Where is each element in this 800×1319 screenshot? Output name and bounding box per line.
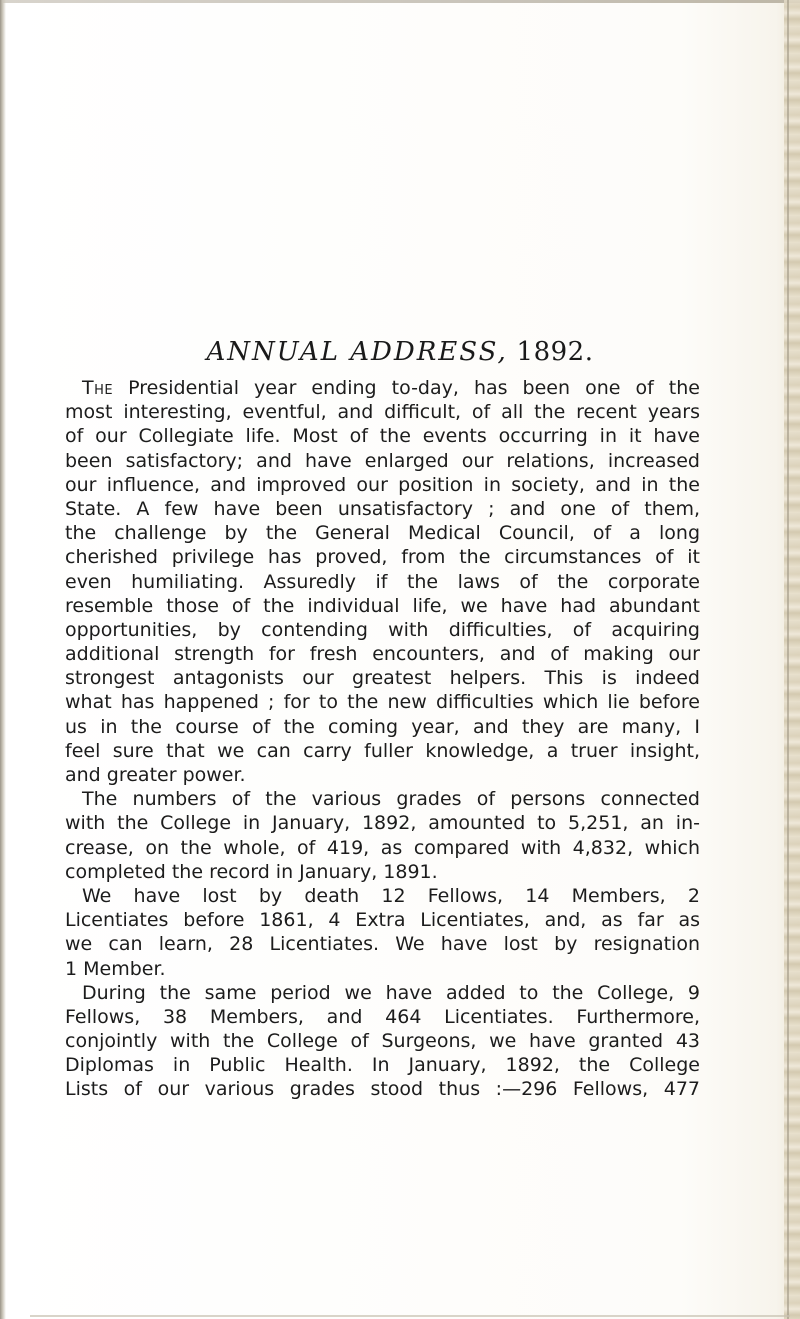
page-top-edge: [0, 0, 800, 3]
text-line: resemble those of the individual life, we have had abundant: [65, 594, 700, 617]
page-left-edge: [0, 0, 6, 1319]
body-text: [65, 376, 700, 1102]
text-line: strongest antagonists our greatest helpers. This is indeed: [65, 667, 700, 690]
heading-title: ANNUAL ADDRESS,: [206, 337, 508, 367]
text-line: Fellows, 38 Members, and 464 Licentiates. Furthermore,: [65, 1005, 700, 1028]
text-line: conjointly with the College of Surgeons, we have granted 43: [65, 1030, 700, 1053]
text-line: 1 Member.: [65, 957, 166, 980]
text-line: what has happened ; for to the new difficulties which lie before: [65, 691, 700, 714]
text-line: opportunities, by contending with difficulties, of acquiring: [65, 618, 700, 641]
text-line: completed the record in January, 1891.: [65, 860, 438, 883]
text-line: been satisfactory; and have enlarged our relations, increased: [65, 449, 700, 472]
page-bottom-edge: [30, 1315, 790, 1317]
text-line: crease, on the whole, of 419, as compared with 4,832, which: [65, 836, 700, 859]
page-heading: [0, 337, 800, 367]
binding-line: [787, 0, 789, 1319]
text-line: even humiliating. Assuredly if the laws of the corporate: [65, 570, 700, 593]
heading-year: 1892.: [516, 337, 594, 367]
text-line: We have lost by death 12 Fellows, 14 Members, 2: [82, 884, 700, 907]
text-line: with the College in January, 1892, amounted to 5,251, an in-: [65, 812, 700, 835]
text-line: During the same period we have added to the College, 9: [82, 981, 700, 1004]
text-line: Lists of our various grades stood thus :—296 Fellows, 477: [65, 1078, 700, 1101]
text-line: Diplomas in Public Health. In January, 1892, the College: [65, 1054, 700, 1077]
text-line: cherished privilege has proved, from the circumstances of it: [65, 546, 700, 569]
text-line: we can learn, 28 Licentiates. We have lost by resignation: [65, 933, 700, 956]
text-line: The Presidential year ending to-day, has been one of the: [82, 377, 700, 399]
text-line: State. A few have been unsatisfactory ; and one of them,: [65, 497, 700, 520]
text-line: our influence, and improved our position in society, and in the: [65, 473, 700, 496]
text-line: additional strength for fresh encounters, and of making our: [65, 643, 700, 666]
text-line: us in the course of the coming year, and they are many, I: [65, 715, 700, 738]
text-line: feel sure that we can carry fuller knowledge, a truer insight,: [65, 739, 700, 762]
text-line: most interesting, eventful, and difficult, of all the recent years: [65, 401, 700, 424]
text-line: Licentiates before 1861, 4 Extra Licentiates, and, as far as: [65, 909, 700, 932]
text-line: and greater power.: [65, 764, 246, 786]
text-line: the challenge by the General Medical Council, of a long: [65, 522, 700, 545]
text-line: of our Collegiate life. Most of the events occurring in it have: [65, 425, 700, 448]
paragraph-lead-word: The: [82, 377, 114, 399]
text-line: The numbers of the various grades of persons connected: [82, 788, 700, 811]
